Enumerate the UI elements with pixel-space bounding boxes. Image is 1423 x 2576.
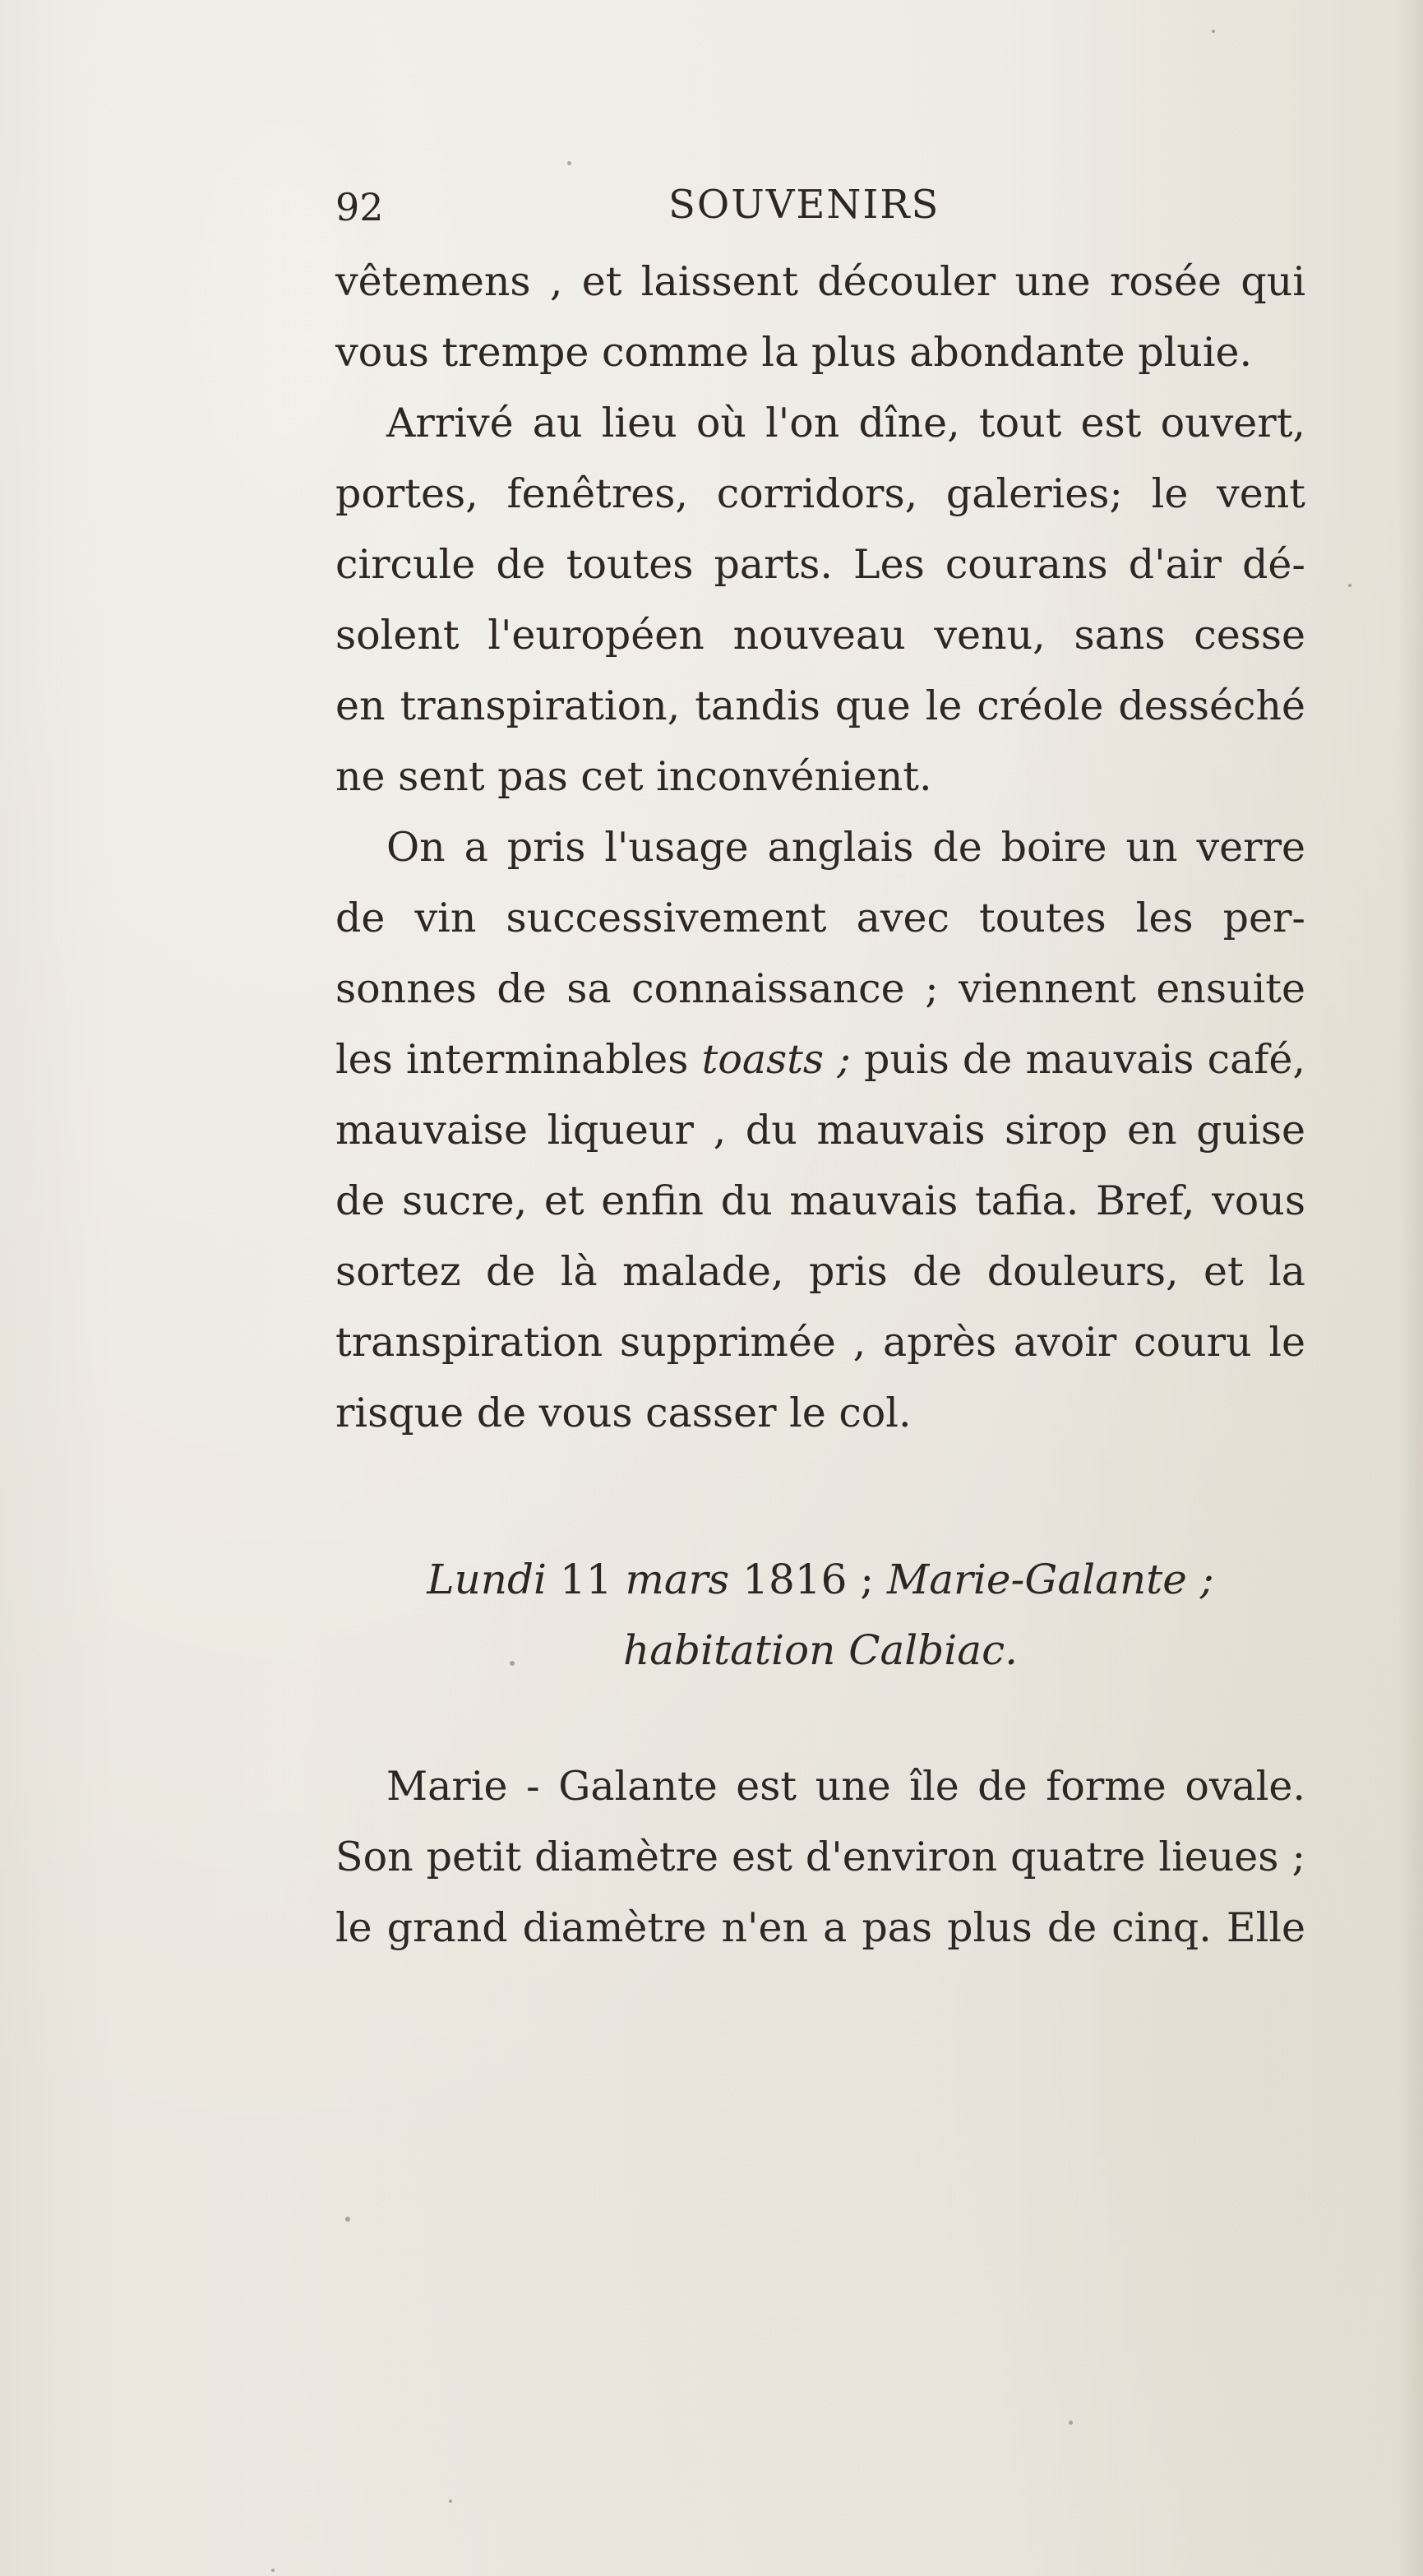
text-line: Arrivé au lieu où l'on dîne, tout est ouvert, — [386, 400, 1305, 446]
section-heading — [335, 1544, 1305, 1686]
heading-line-1 — [335, 1544, 1305, 1615]
page-edge-shadow — [1398, 0, 1423, 2576]
body-text-after-heading — [335, 1751, 1305, 1963]
heading-date-number: 11 — [547, 1556, 626, 1603]
text-line: solent l'européen nouveau venu, sans cesse — [335, 612, 1305, 659]
heading-year: 1816 ; — [729, 1556, 888, 1603]
text-line: sortez de là malade, pris de douleurs, et la — [335, 1248, 1305, 1295]
heading-place: Marie-Galante ; — [887, 1556, 1214, 1603]
text-line: le grand diamètre n'en a pas plus de cinq. Elle — [335, 1904, 1305, 1951]
text-line: de sucre, et enfin du mauvais tafia. Bref, vous — [335, 1177, 1305, 1224]
text-line: mauvaise liqueur , du mauvais sirop en guise — [335, 1107, 1305, 1154]
ink-speck — [1069, 2421, 1073, 2425]
paragraph-2 — [335, 388, 1305, 812]
ink-speck — [1348, 584, 1351, 587]
text-line-with-italic — [335, 1024, 1305, 1095]
text-line: en transpiration, tandis que le créole desséché — [335, 682, 1305, 729]
heading-day: Lundi — [427, 1556, 547, 1603]
ink-speck — [271, 2569, 275, 2572]
paragraph-3 — [335, 812, 1305, 1449]
heading-line-2: habitation Calbiac. — [623, 1626, 1018, 1674]
ink-speck — [567, 161, 571, 165]
text-line: sonnes de sa connaissance ; viennent ensuite — [335, 965, 1305, 1012]
text-line: On a pris l'usage anglais de boire un verre — [386, 824, 1305, 871]
running-title: SOUVENIRS — [668, 182, 940, 228]
text-line: Marie - Galante est une île de forme ovale. — [386, 1763, 1305, 1810]
ink-speck — [449, 2500, 452, 2503]
paragraph-1 — [335, 247, 1305, 388]
text-line: ne sent pas cet inconvénient. — [335, 753, 932, 800]
body-text — [335, 247, 1305, 1449]
text-line: vêtemens , et laissent découler une rosée qui — [335, 258, 1305, 305]
ink-speck — [1212, 30, 1215, 33]
italic-word-toasts: toasts ; — [701, 1036, 851, 1083]
text-line: portes, fenêtres, corridors, galeries; le vent — [335, 470, 1305, 517]
text-line: risque de vous casser le col. — [335, 1390, 912, 1436]
text-line: de vin successivement avec toutes les per- — [335, 895, 1305, 941]
text-segment: puis de mauvais café, — [850, 1036, 1305, 1083]
text-line: Son petit diamètre est d'environ quatre lieues ; — [335, 1834, 1305, 1880]
text-line: vous trempe comme la plus abondante pluie. — [335, 329, 1253, 376]
ink-speck — [345, 2217, 350, 2222]
text-line: transpiration supprimée , après avoir couru le — [335, 1319, 1305, 1366]
text-segment: les interminables — [335, 1036, 702, 1083]
heading-month: mars — [625, 1556, 730, 1603]
page-number: 92 — [335, 185, 384, 229]
text-line: circule de toutes parts. Les courans d'air dé- — [335, 541, 1305, 588]
running-head — [335, 176, 1305, 234]
